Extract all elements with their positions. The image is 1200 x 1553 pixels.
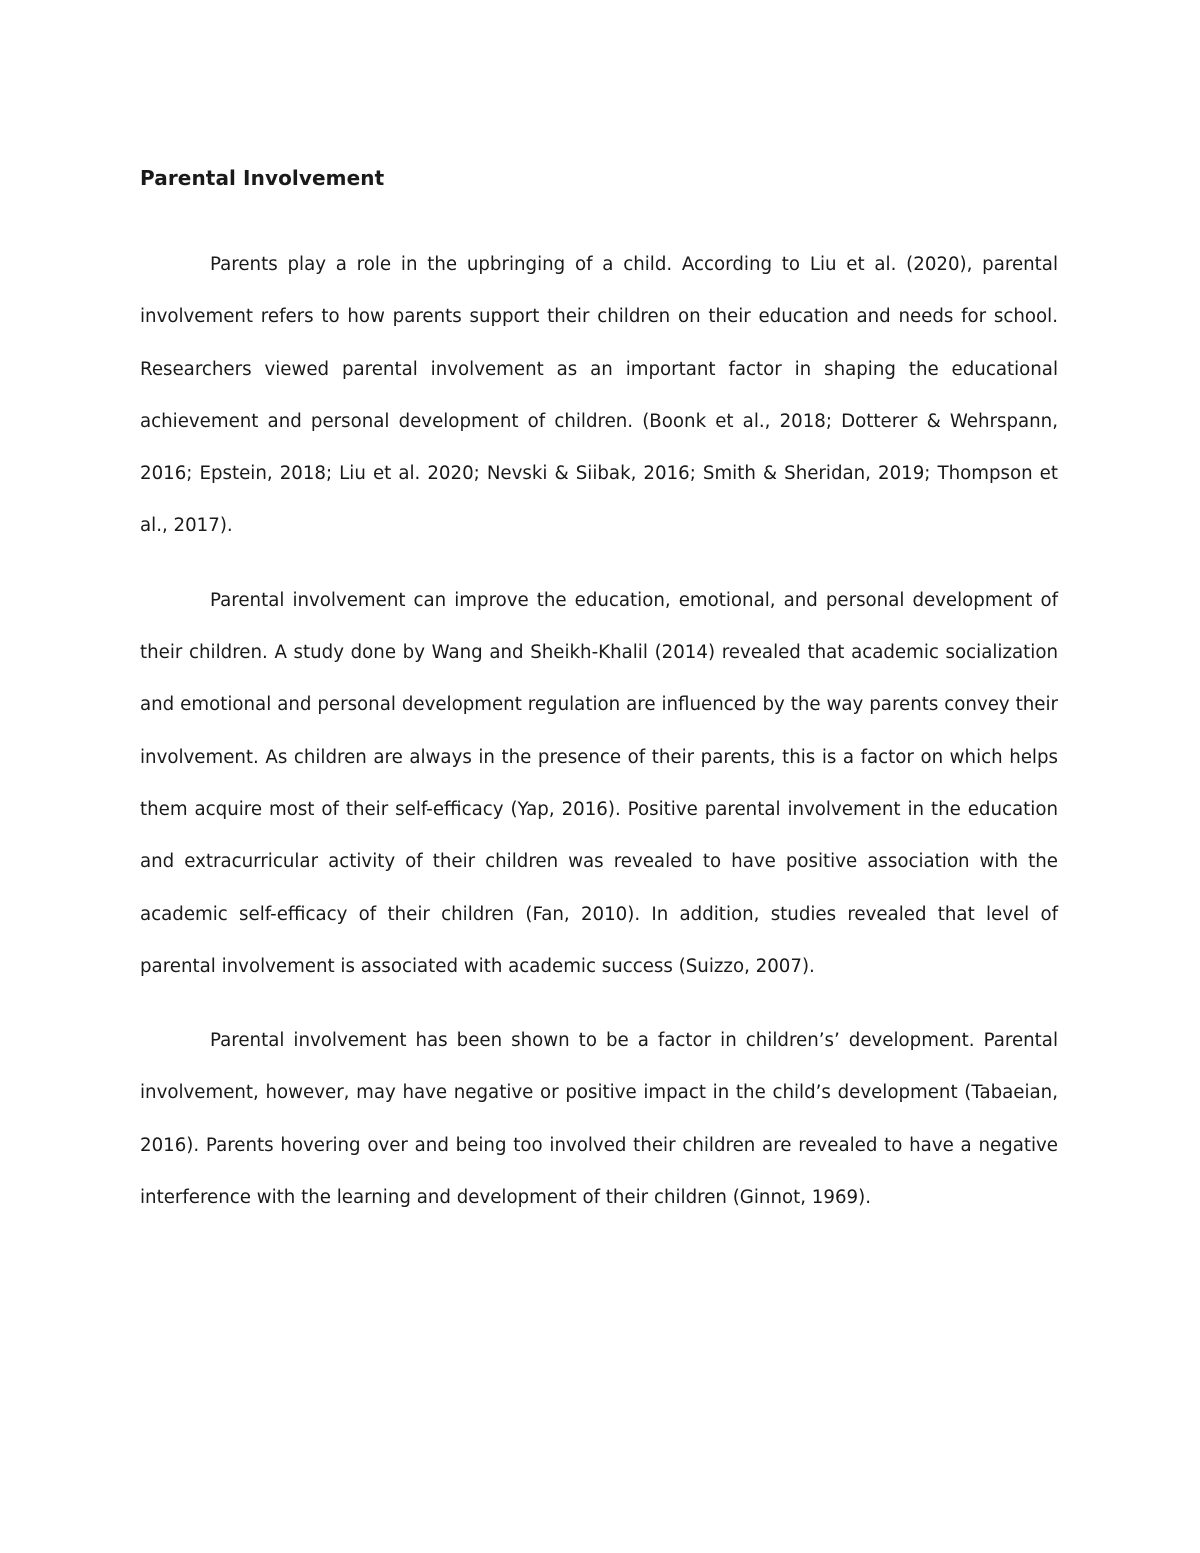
document-body: [140, 162, 1058, 1246]
paragraph-2: Parental involvement can improve the education, emotional, and personal development of their children. A study done by Wang and Sheikh-Khalil (2014) revealed that academic socialization and emotional and personal development regulation are influenced by the way parents convey their involvement. As children are always in the presence of their parents, this is a factor on which helps them acquire most of their self-efficacy (Yap, 2016). Positive parental involvement in the education and extracurricular activity of their children was revealed to have positive association with the academic self-efficacy of their children (Fan, 2010). In addition, studies revealed that level of parental involvement is associated with academic success (Suizzo, 2007).: [140, 589, 1058, 977]
section-heading: Parental Involvement: [140, 166, 385, 190]
paragraph-1: Parents play a role in the upbringing of a child. According to Liu et al. (2020), parental involvement refers to how parents support their children on their education and needs for school. Researchers viewed parental involvement as an important factor in shaping the educational achievement and personal development of children. (Boonk et al., 2018; Dotterer & Wehrspann, 2016; Epstein, 2018; Liu et al. 2020; Nevski & Siibak, 2016; Smith & Sheridan, 2019; Thompson et al., 2017).: [140, 254, 1058, 537]
paragraph-3: Parental involvement has been shown to be a factor in children’s’ development. Parental involvement, however, may have negative or positive impact in the child’s development (Tabaeian, 2016). Parents hovering over and being too involved their children are revealed to have a negative interference with the learning and development of their children (Ginnot, 1969).: [140, 1030, 1058, 1209]
